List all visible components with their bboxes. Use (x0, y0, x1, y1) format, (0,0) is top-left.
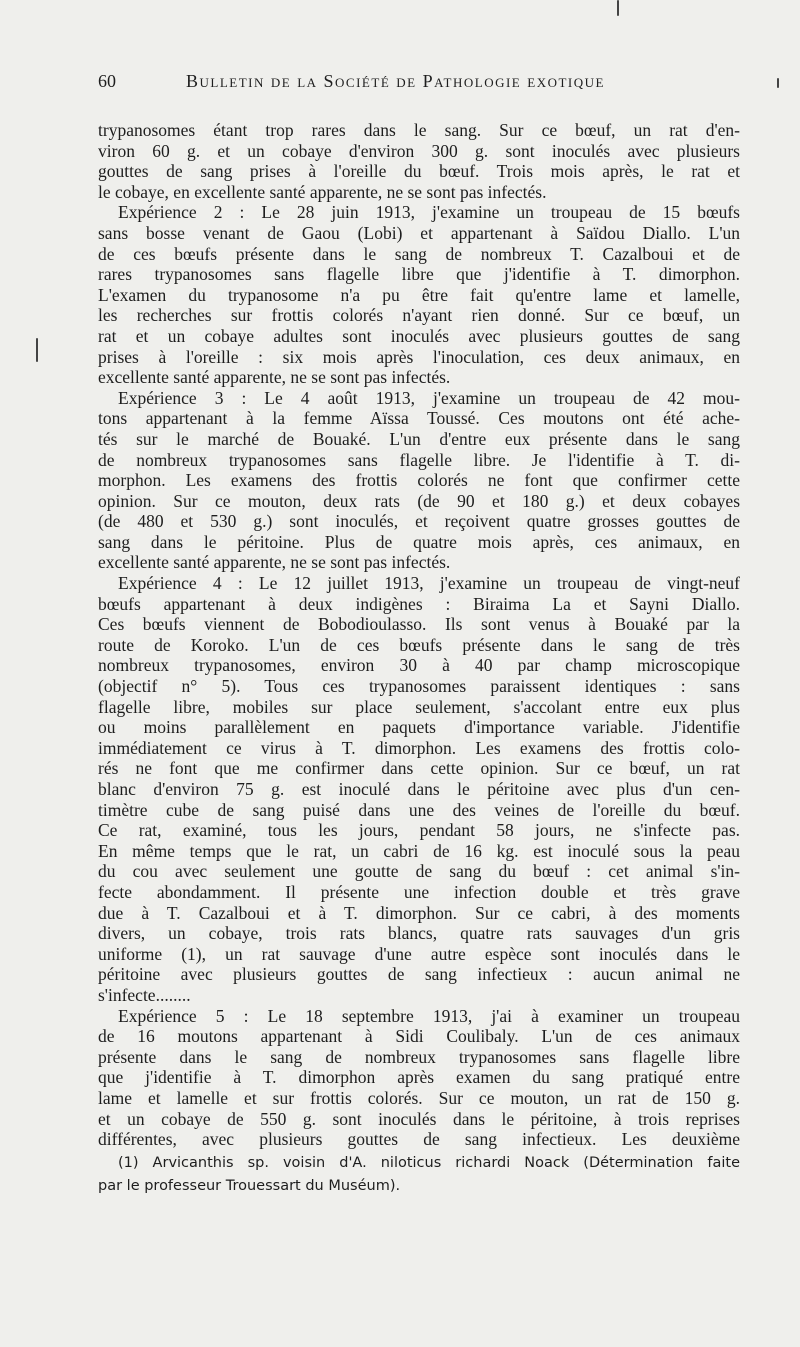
text-line: péritoine avec plusieurs gouttes de sang infectieux : aucun animal ne (98, 964, 740, 985)
text-line: tés sur le marché de Bouaké. L'un d'entre eux présente dans le sang (98, 428, 740, 449)
text-line: ou moins parallèlement en paquets d'importance variable. J'identifie (98, 717, 740, 738)
text-line: lame et lamelle et sur frottis colorés. Sur ce mouton, un rat de 150 g. (98, 1087, 740, 1108)
text-line: immédiatement ce virus à T. dimorphon. Les examens des frottis colo- (98, 737, 740, 758)
body-text (98, 120, 740, 1150)
footnote-line: (1) Arvicanthis sp. voisin d'A. niloticus richardi Noack (Détermination faite (118, 1155, 740, 1171)
text-line: gouttes de sang prises à l'oreille du bœuf. Trois mois après, le rat et (98, 161, 740, 182)
text-line: (objectif n° 5). Tous ces trypanosomes paraissent identiques : sans (98, 676, 740, 697)
text-line: blanc d'environ 75 g. est inoculé dans le péritoine avec plus d'un cen- (98, 779, 740, 799)
margin-mark-top (617, 0, 619, 16)
text-line: de nombreux trypanosomes sans flagelle libre. Je l'identifie à T. di- (98, 449, 740, 470)
text-line: les recherches sur frottis colorés n'ayant rien donné. Sur ce bœuf, un (98, 305, 740, 326)
text-line: prises à l'oreille : six mois après l'inoculation, ces deux animaux, en (98, 346, 740, 367)
text-line: sans bosse venant de Gaou (Lobi) et appartenant à Saïdou Diallo. L'un (98, 222, 740, 243)
text-line: fecte abondamment. Il présente une infection double et très grave (98, 881, 740, 902)
text-line: morphon. Les examens des frottis colorés ne font que confirmer cette (98, 470, 740, 491)
text-line: du cou avec seulement une goutte de sang du bœuf : cet animal s'in- (98, 861, 740, 882)
page-number: 60 (98, 71, 116, 91)
footnote-line: par le professeur Trouessart du Muséum). (98, 1178, 401, 1194)
text-line: Expérience 5 : Le 18 septembre 1913, j'ai à examiner un troupeau (118, 1005, 740, 1026)
text-line: différentes, avec plusieurs gouttes de sang infectieux. Les deuxième (98, 1129, 740, 1150)
text-line: Expérience 4 : Le 12 juillet 1913, j'examine un troupeau de vingt-neuf (118, 573, 740, 594)
text-line: de ces bœufs présente dans le sang de nombreux T. Cazalboui et de (98, 243, 740, 264)
text-line: L'examen du trypanosome n'a pu être fait qu'entre lame et lamelle, (98, 284, 740, 305)
margin-mark-left (36, 338, 38, 362)
text-line: excellente santé apparente, ne se sont pas infectés. (98, 367, 451, 388)
text-line: Ces bœufs viennent de Bobodioulasso. Ils sont venus à Bouaké par la (98, 614, 740, 635)
text-line: présente dans le sang de nombreux trypanosomes sans flagelle libre (98, 1046, 740, 1067)
text-line: (de 480 et 530 g.) sont inoculés, et reçoivent quatre grosses gouttes de (98, 511, 740, 532)
text-line: flagelle libre, mobiles sur place seulement, s'accolant entre eux plus (98, 696, 740, 717)
text-line: nombreux trypanosomes, environ 30 à 40 par champ microscopique (98, 655, 740, 676)
text-line: divers, un cobaye, trois rats blancs, quatre rats sauvages d'un gris (98, 923, 740, 944)
text-line: et un cobaye de 550 g. sont inoculés dans le péritoine, à trois reprises (98, 1108, 740, 1129)
text-line: tons appartenant à la femme Aïssa Toussé. Ces moutons ont été ache- (98, 408, 740, 429)
text-line: rat et un cobaye adultes sont inoculés avec plusieurs gouttes de sang (98, 325, 740, 346)
text-line: trypanosomes étant trop rares dans le sang. Sur ce bœuf, un rat d'en- (98, 120, 740, 140)
margin-mark-right (777, 78, 779, 88)
text-line: bœufs appartenant à deux indigènes : Biraima La et Sayni Diallo. (98, 593, 740, 614)
text-line: Expérience 2 : Le 28 juin 1913, j'examine un troupeau de 15 bœufs (118, 202, 740, 223)
text-line: route de Koroko. L'un de ces bœufs présente dans le sang de très (98, 634, 740, 655)
text-line: sang dans le péritoine. Plus de quatre mois après, ces animaux, en (98, 531, 740, 552)
text-line: que j'identifie à T. dimorphon après examen du sang pratiqué entre (98, 1067, 740, 1088)
text-line: viron 60 g. et un cobaye d'environ 300 g. sont inoculés avec plusieurs (98, 140, 740, 161)
text-line: uniforme (1), un rat sauvage d'une autre espèce sont inoculés dans le (98, 943, 740, 964)
text-line: excellente santé apparente, ne se sont pas infectés. (98, 552, 451, 573)
text-line: due à T. Cazalboui et à T. dimorphon. Sur ce cabri, à des moments (98, 902, 740, 923)
text-line: Ce rat, examiné, tous les jours, pendant 58 jours, ne s'infecte pas. (98, 820, 740, 841)
text-line: timètre cube de sang puisé dans une des veines de l'oreille du bœuf. (98, 799, 740, 820)
text-line: de 16 moutons appartenant à Sidi Coulibaly. L'un de ces animaux (98, 1026, 740, 1047)
text-line: rares trypanosomes sans flagelle libre que j'identifie à T. dimorphon. (98, 264, 740, 285)
text-line: s'infecte........ (98, 984, 191, 1005)
text-line: Expérience 3 : Le 4 août 1913, j'examine un troupeau de 42 mou- (118, 387, 740, 408)
text-line: opinion. Sur ce mouton, deux rats (de 90 et 180 g.) et deux cobayes (98, 490, 740, 511)
text-line: le cobaye, en excellente santé apparente, ne se sont pas infectés. (98, 181, 547, 202)
footnote (98, 1152, 740, 1198)
journal-title: Bulletin de la Société de Pathologie exotique (186, 71, 605, 91)
text-line: En même temps que le rat, un cabri de 16 kg. est inoculé sous la peau (98, 840, 740, 861)
text-line: rés ne font que me confirmer dans cette opinion. Sur ce bœuf, un rat (98, 758, 740, 779)
